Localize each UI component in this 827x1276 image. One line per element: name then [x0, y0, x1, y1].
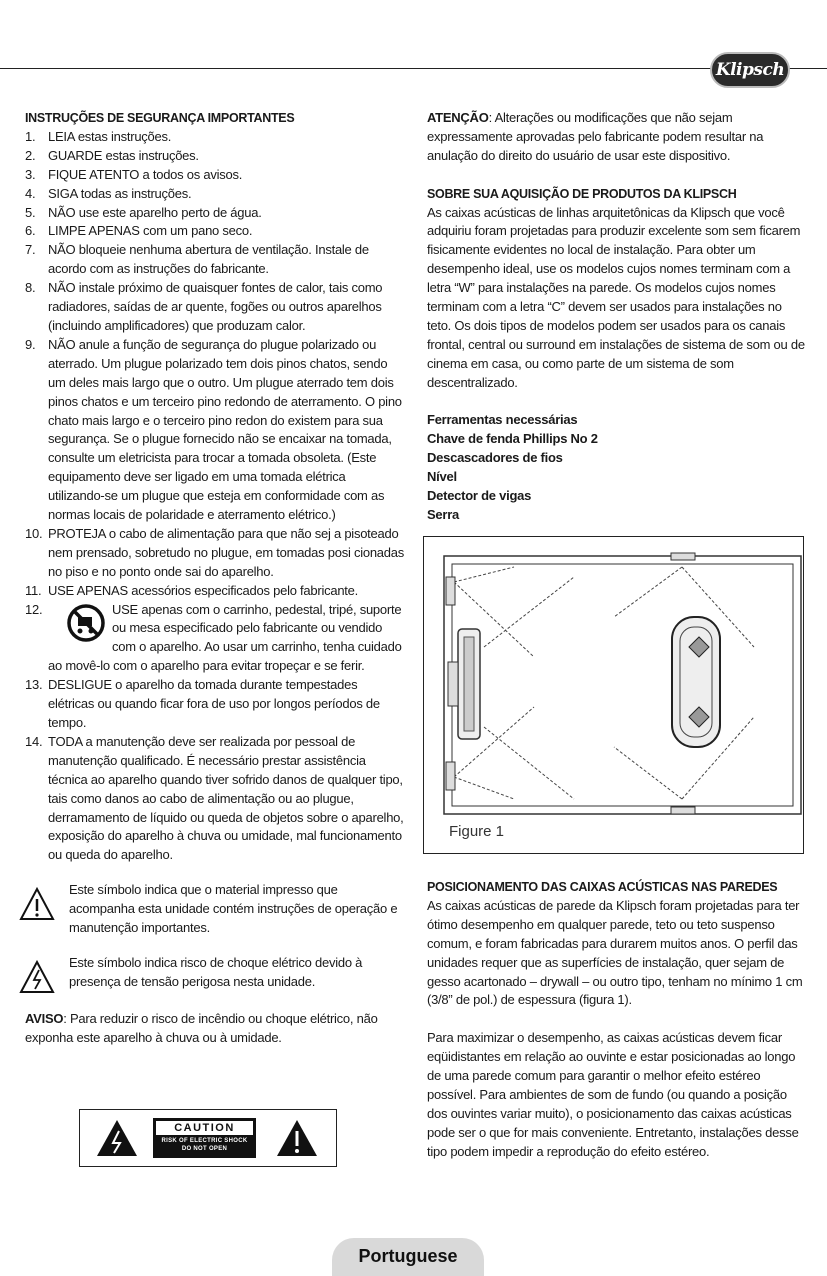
tool-item: Descascadores de fios: [427, 450, 563, 466]
safety-title: INSTRUÇÕES DE SEGURANÇA IMPORTANTES: [25, 111, 295, 125]
safety-item: 12. USE apenas com o carrinho, pedestal, tripé, suporte ou mesa especificado pelo fabricante ou vendido com o aparelho. Ao usar um carrinho, tenha cuidado ao movê-lo com o aparelho para evitar tropeçar e se ferir.: [25, 601, 402, 674]
safety-item: 6. LIMPE APENAS com um pano seco.: [25, 223, 253, 239]
klipsch-logo: [710, 52, 790, 88]
safety-item: 1. LEIA estas instruções.: [25, 128, 172, 144]
tools-list: [427, 411, 805, 524]
warning-paragraph: [25, 1010, 405, 1048]
caution-subtitle: RISK OF ELECTRIC SHOCK DO NOT OPEN: [161, 1138, 248, 1152]
figure-caption: Figure 1: [449, 823, 505, 840]
safety-item: 2. GUARDE estas instruções.: [25, 147, 199, 163]
caution-title: CAUTION: [156, 1121, 253, 1135]
header-rule: [0, 68, 827, 69]
purchase-text: As caixas acústicas de linhas arquitetônicas da Klipsch que você adquiriu foram projetadas para produzir excelente som sem ficarem fisicamente evidentes no local de instalação. Para obter um desempenho ideal, use os modelos cujos nomes terminam com a letra “W” para instalações na parede. Os modelos cujos nomes terminam com a letra “C” devem ser usados para instalações no teto. Os dois tipos de modelos podem ser usados para os canais frontal, central ou surround em instalações de sistema de som ou de cinema em casa, ou como parte de um sistema de som descentralizado.: [427, 204, 805, 390]
lightning-triangle-icon: [96, 1119, 138, 1157]
placement-section: [427, 878, 805, 1162]
shock-symbol-note: [25, 954, 405, 994]
safety-item: 13. DESLIGUE o aparelho da tomada durante tempestades elétricas ou quando ficar fora de uso por longos períodos de tempo.: [25, 677, 380, 730]
tool-item: Detector de vigas: [427, 488, 532, 504]
placement-title: POSICIONAMENTO DAS CAIXAS ACÚSTICAS NAS PAREDES: [427, 880, 778, 894]
left-column: [25, 109, 405, 1048]
attention-text: : Alterações ou modificações que não sejam expressamente aprovadas pelo fabricante podem resultar na anulação do direito do usuário de usar este dispositivo.: [427, 110, 764, 163]
tool-item: Chave de fenda Phillips No 2: [427, 431, 598, 447]
tools-heading: Ferramentas necessárias: [427, 412, 578, 428]
safety-item: 11. USE APENAS acessórios especificados pelo fabricante.: [25, 582, 359, 598]
safety-item: 4. SIGA todas as instruções.: [25, 185, 192, 201]
right-column: [427, 109, 805, 525]
info-symbol-text: Este símbolo indica que o material impresso que acompanha esta unidade contém instruções de operação e manutenção importantes.: [69, 882, 398, 936]
placement-paragraph-2: Para maximizar o desempenho, as caixas acústicas devem ficar eqüidistantes em relação ao ouvinte e estar posicionadas ao longo de uma parede comum para garantir o melhor efeito estéreo possível. Para ambientes de som de fundo (ou quando a posição dos ouvintes variar muito), o posicionamento das caixas acústicas pode ser o que for mais conveniente. Entretanto, instalações desse tipo podem impedir a reprodução do efeito estéreo.: [427, 1030, 799, 1159]
safety-item: 14. TODA a manutenção deve ser realizada por pessoal de manutenção qualificado. É necessário prestar assistência técnica ao aparelho quando tiver sofrido danos de qualquer tipo, tais como danos ao cabo de alimentação ou ao plugue, derramamento de líquido ou queda de objetos sobre o aparelho, exposição do aparelho à chuva ou umidade, mal funcionamento ou queda do aparelho.: [25, 733, 404, 863]
safety-item: 9. NÃO anule a função de segurança do plugue polarizado ou aterrado. Um plugue polarizado tem dois pinos chatos, sendo um deles mais largo que o outro. Um plugue aterrado tem dois pinos chatos e um terceiro pino redondo de aterramento. O pino chato mais largo e o terceiro pino redon do existem para sua segurança. Se o plugue fornecido não se encaixar na tomada, consulte um eletricista para trocar a tomada obsoleta. (Este equipamento deve ser ligado em uma tomada elétrica utilizando-se um plugue que esteja em conformidade com as normas locais de polaridade e aterramento elétrico.): [25, 336, 402, 523]
caution-label-box: [79, 1109, 337, 1167]
safety-item: 8. NÃO instale próximo de quaisquer fontes de calor, tais como radiadores, saídas de ar quente, fogões ou outros aparelhos (incluindo amplificadores) que produzam calor.: [25, 280, 383, 333]
exclamation-triangle-icon: [276, 1119, 318, 1157]
no-cart-tipping-icon: [66, 603, 106, 643]
attention-label: ATENÇÃO: [427, 110, 489, 125]
exclamation-triangle-icon: [19, 887, 55, 921]
shock-symbol-text: Este símbolo indica risco de choque elétrico devido à presença de tensão perigosa nesta unidade.: [69, 954, 363, 989]
safety-item: 3. FIQUE ATENTO a todos os avisos.: [25, 166, 243, 182]
caution-label: [153, 1118, 256, 1158]
warning-text: : Para reduzir o risco de incêndio ou choque elétrico, não exponha este aparelho à chuva ou à umidade.: [25, 1010, 378, 1045]
tool-item: Nível: [427, 469, 457, 485]
figure-1: [423, 536, 804, 854]
safety-item: 7. NÃO bloqueie nenhuma abertura de ventilação. Instale de acordo com as instruções do fabricante.: [25, 242, 369, 277]
placement-paragraph-1: As caixas acústicas de parede da Klipsch foram projetadas para ter ótimo desempenho em qualquer parede, teto ou teto suspenso comum, e foram fabricadas para durarem muitos anos. O perfil das unidades requer que as superfícies de instalação, quer sejam de gesso acartonado – drywall – ou outro tipo, tenham no mínimo 1 cm (3/8” de pol.) de espessura (figura 1).: [427, 897, 803, 1008]
info-symbol-note: [25, 881, 405, 938]
warning-label: AVISO: [25, 1010, 64, 1026]
logo-text: Klipsch: [715, 60, 785, 80]
attention-paragraph: [427, 109, 805, 166]
lightning-triangle-icon: [19, 960, 55, 994]
tool-item: Serra: [427, 507, 459, 522]
safety-item: 10. PROTEJA o cabo de alimentação para que não sej a pisoteado nem prensado, sobretudo no plugue, em tomadas posi cionadas no piso e no ponto onde sai do aparelho.: [25, 525, 404, 579]
safety-list: [25, 128, 405, 865]
room-diagram: [424, 537, 802, 852]
language-tab: Portuguese: [332, 1238, 484, 1276]
purchase-title: SOBRE SUA AQUISIÇÃO DE PRODUTOS DA KLIPSCH: [427, 186, 737, 201]
safety-item: 5. NÃO use este aparelho perto de água.: [25, 204, 262, 220]
